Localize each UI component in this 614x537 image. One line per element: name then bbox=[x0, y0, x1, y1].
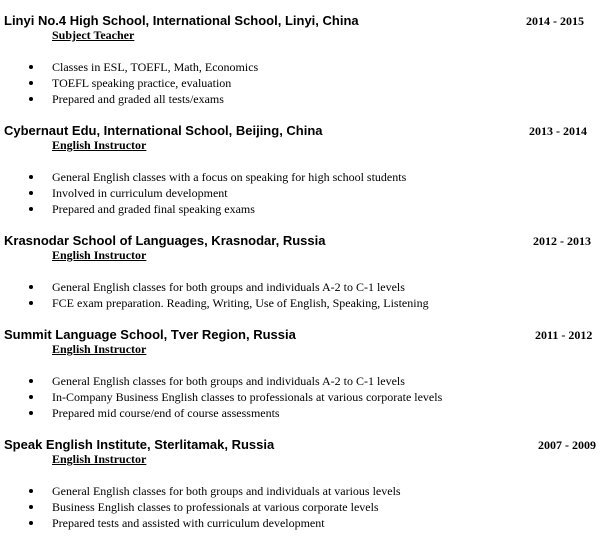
job-title: English Instructor bbox=[52, 248, 147, 262]
duty-text: Business English classes to professionals at various corporate levels bbox=[52, 500, 379, 514]
duty-text: In-Company Business English classes to professionals at various corporate levels bbox=[52, 390, 443, 404]
job-entry-summit bbox=[0, 327, 614, 420]
duty-text: General English classes for both groups and individuals A-2 to C-1 levels bbox=[52, 374, 405, 388]
employment-dates: 2007 - 2009 bbox=[538, 438, 596, 452]
organization-name: Linyi No.4 High School, International School, Linyi, China bbox=[4, 13, 359, 28]
employment-dates: 2012 - 2013 bbox=[533, 234, 591, 248]
bullet-icon bbox=[29, 285, 33, 289]
job-title: English Instructor bbox=[52, 342, 147, 356]
duty-text: Classes in ESL, TOEFL, Math, Economics bbox=[52, 60, 259, 74]
duty-text: FCE exam preparation. Reading, Writing, Use of English, Speaking, Listening bbox=[52, 296, 429, 310]
bullet-icon bbox=[29, 207, 33, 211]
job-entry-speak-english bbox=[0, 437, 614, 530]
duty-text: Prepared and graded final speaking exams bbox=[52, 202, 255, 216]
bullet-icon bbox=[29, 505, 33, 509]
job-entry-linyi bbox=[0, 13, 614, 106]
bullet-icon bbox=[29, 379, 33, 383]
bullet-icon bbox=[29, 489, 33, 493]
bullet-icon bbox=[29, 81, 33, 85]
organization-name: Cybernaut Edu, International School, Beijing, China bbox=[4, 123, 323, 138]
duty-text: Prepared and graded all tests/exams bbox=[52, 92, 224, 106]
organization-name: Speak English Institute, Sterlitamak, Russia bbox=[4, 437, 275, 452]
job-title: English Instructor bbox=[52, 452, 147, 466]
bullet-icon bbox=[29, 97, 33, 101]
duty-text: Prepared mid course/end of course assessments bbox=[52, 406, 280, 420]
duty-text: TOEFL speaking practice, evaluation bbox=[52, 76, 232, 90]
job-title: English Instructor bbox=[52, 138, 147, 152]
duty-text: General English classes with a focus on speaking for high school students bbox=[52, 170, 407, 184]
bullet-icon bbox=[29, 65, 33, 69]
job-entry-cybernaut bbox=[0, 123, 614, 216]
bullet-icon bbox=[29, 191, 33, 195]
duty-text: General English classes for both groups and individuals at various levels bbox=[52, 484, 401, 498]
job-entry-krasnodar bbox=[0, 233, 614, 310]
bullet-icon bbox=[29, 175, 33, 179]
employment-dates: 2011 - 2012 bbox=[535, 328, 593, 342]
job-title: Subject Teacher bbox=[52, 28, 135, 42]
organization-name: Summit Language School, Tver Region, Russia bbox=[4, 327, 296, 342]
employment-dates: 2013 - 2014 bbox=[529, 124, 587, 138]
employment-dates: 2014 - 2015 bbox=[526, 14, 584, 28]
duty-text: Involved in curriculum development bbox=[52, 186, 228, 200]
bullet-icon bbox=[29, 301, 33, 305]
duty-text: Prepared tests and assisted with curriculum development bbox=[52, 516, 325, 530]
organization-name: Krasnodar School of Languages, Krasnodar, Russia bbox=[4, 233, 326, 248]
bullet-icon bbox=[29, 395, 33, 399]
duty-text: General English classes for both groups and individuals A-2 to C-1 levels bbox=[52, 280, 405, 294]
bullet-icon bbox=[29, 411, 33, 415]
bullet-icon bbox=[29, 521, 33, 525]
